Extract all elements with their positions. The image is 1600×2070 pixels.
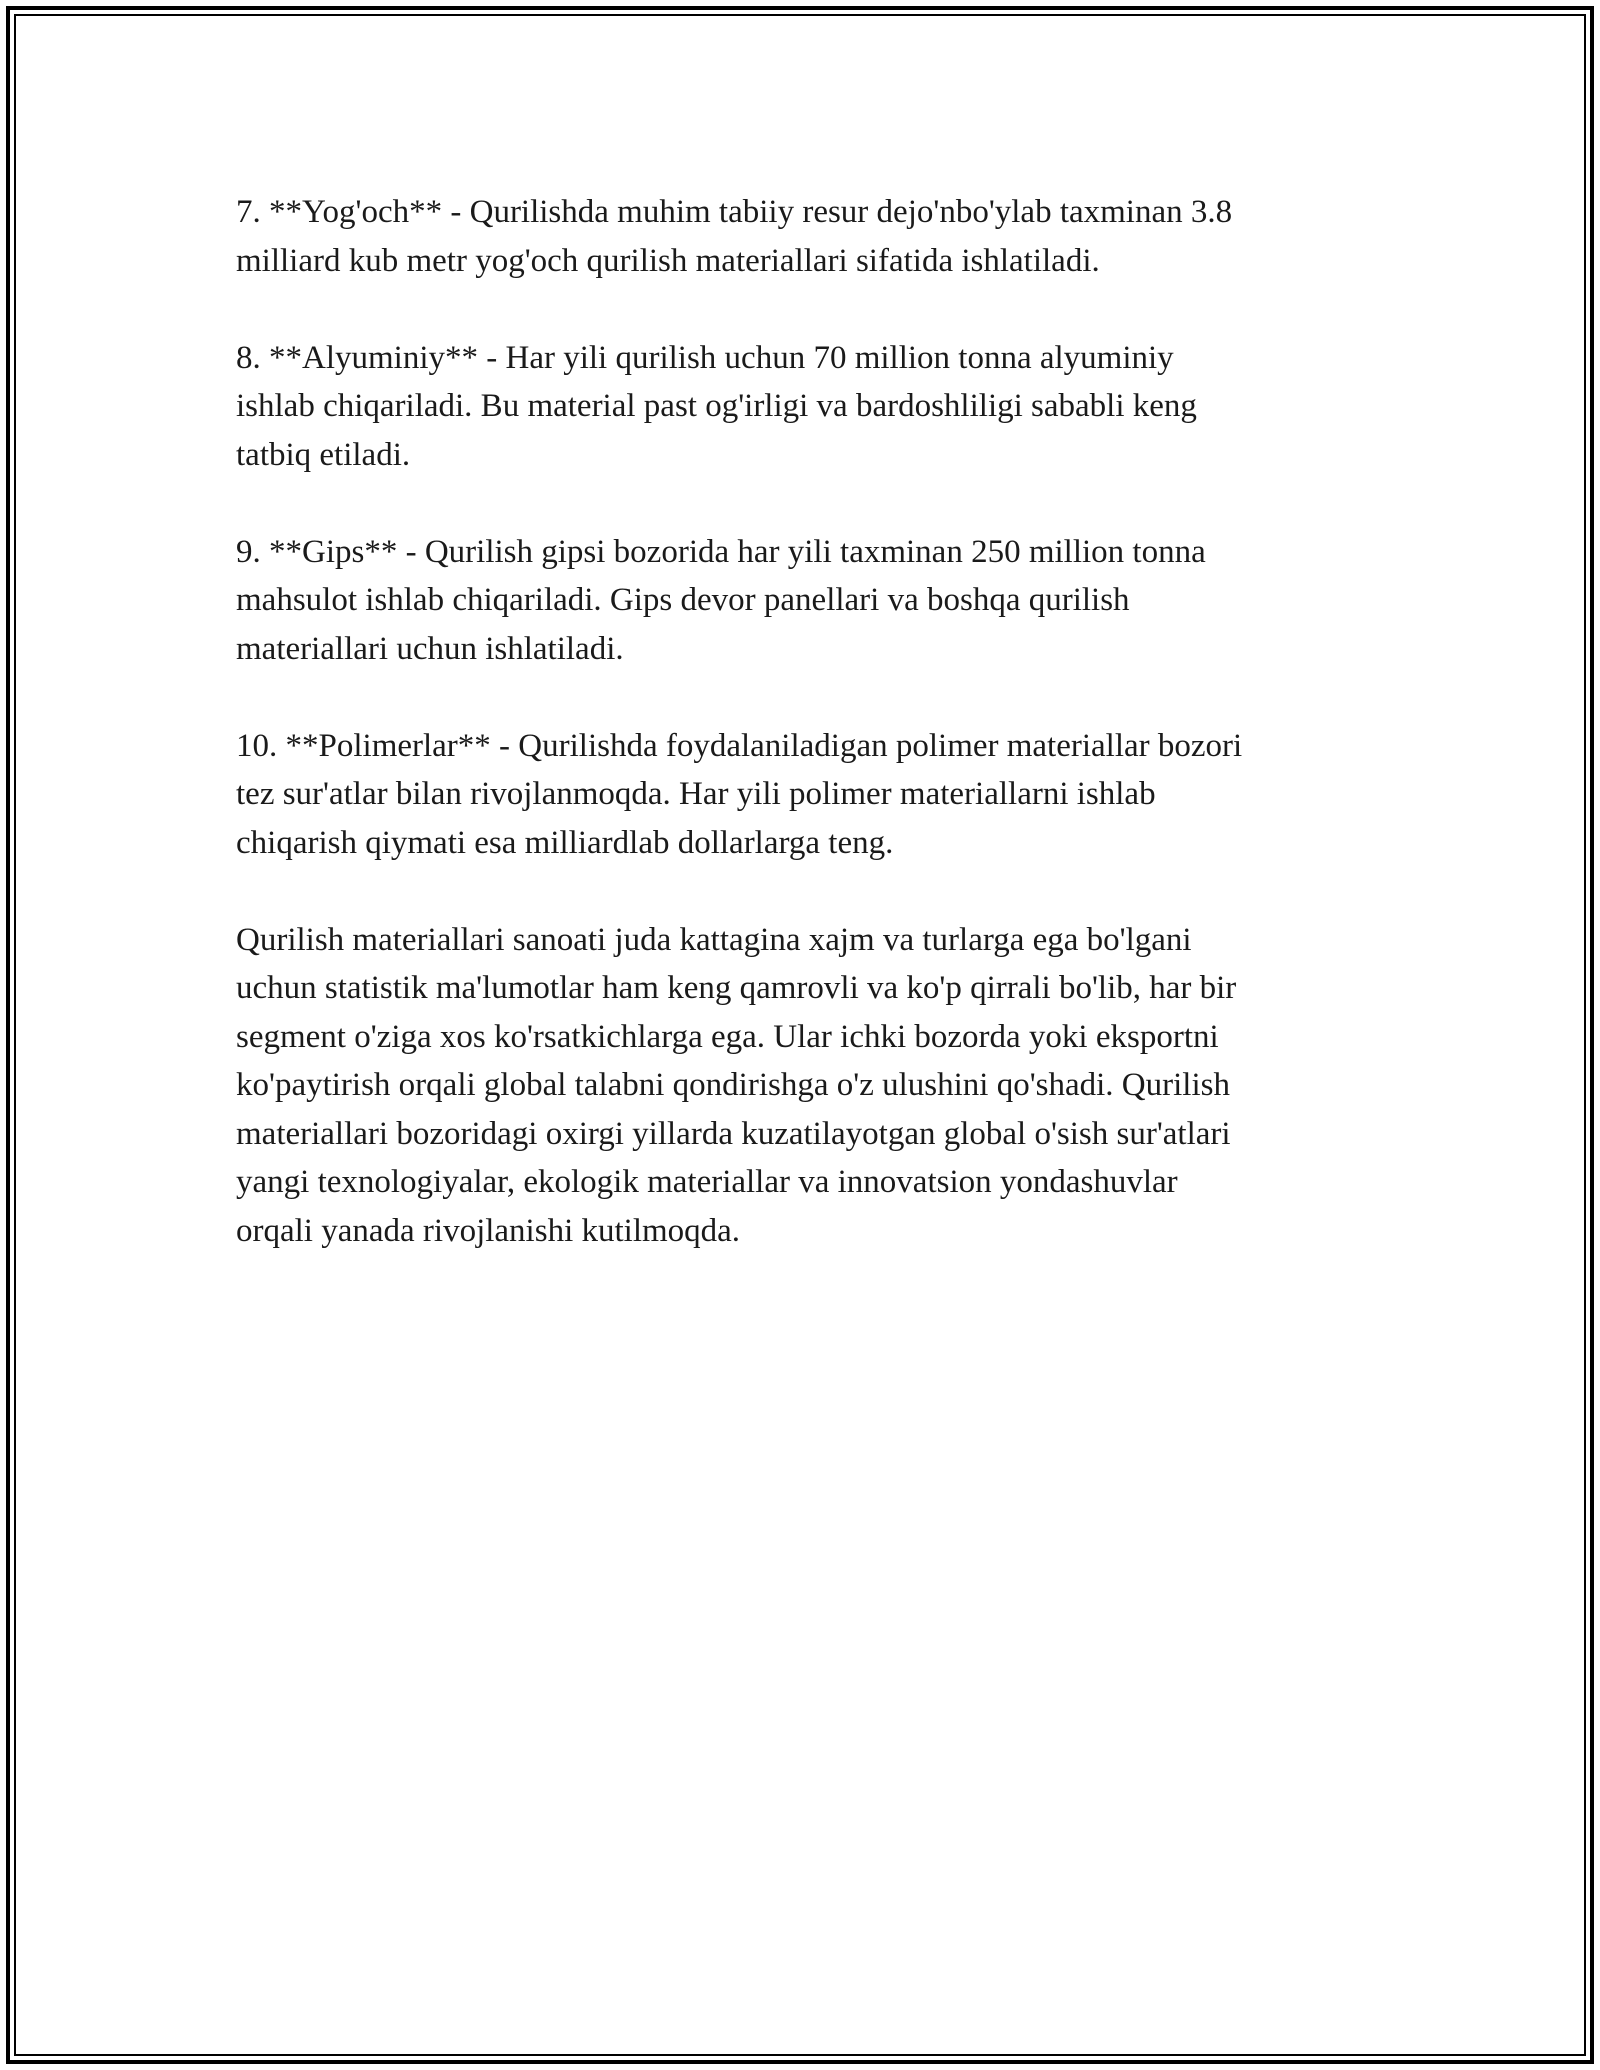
text-line: 7. **Yog'och** - Qurilishda muhim tabiiy resur dejo'nbo'ylab taxminan 3.8 xyxy=(236,194,1233,230)
text-line: yangi texnologiyalar, ekologik materiallar va innovatsion yondashuvlar xyxy=(236,1164,1178,1200)
text-line: uchun statistik ma'lumotlar ham keng qamrovli va ko'p qirrali bo'lib, har bir xyxy=(236,970,1237,1006)
paragraph-polimerlar xyxy=(236,722,1366,868)
text-line: chiqarish qiymati esa milliardlab dollarlarga teng. xyxy=(236,824,894,861)
text-line: ko'paytirish orqali global talabni qondirishga o'z ulushini qo'shadi. Qurilish xyxy=(236,1067,1230,1103)
text-line: orqali yanada rivojlanishi kutilmoqda. xyxy=(236,1212,741,1249)
text-line: Qurilish materiallari sanoati juda kattagina xajm va turlarga ega bo'lgani xyxy=(236,921,1192,958)
paragraph-conclusion xyxy=(236,916,1366,1256)
text-line: 9. **Gips** - Qurilish gipsi bozorida har yili taxminan 250 million tonna xyxy=(236,533,1206,570)
paragraph-alyuminiy xyxy=(236,334,1366,480)
text-line: 8. **Alyuminiy** - Har yili qurilish uchun 70 million tonna alyuminiy xyxy=(236,339,1174,376)
text-line: mahsulot ishlab chiqariladi. Gips devor panellari va boshqa qurilish xyxy=(236,582,1130,618)
document-body xyxy=(236,188,1366,1255)
paragraph-yogoch xyxy=(236,188,1366,285)
paragraph-gips xyxy=(236,528,1366,674)
text-line: materiallari bozoridagi oxirgi yillarda kuzatilayotgan global o'sish sur'atlari xyxy=(236,1115,1231,1152)
text-line: materiallari uchun ishlatiladi. xyxy=(236,630,624,667)
text-line: 10. **Polimerlar** - Qurilishda foydalaniladigan polimer materiallar bozori xyxy=(236,727,1243,764)
text-line: tez sur'atlar bilan rivojlanmoqda. Har yili polimer materiallarni ishlab xyxy=(236,776,1156,812)
text-line: segment o'ziga xos ko'rsatkichlarga ega. Ular ichki bozorda yoki eksportni xyxy=(236,1018,1219,1055)
text-line: milliard kub metr yog'och qurilish materiallari sifatida ishlatiladi. xyxy=(236,242,1100,279)
text-line: ishlab chiqariladi. Bu material past og'irligi va bardoshliligi sababli keng xyxy=(236,388,1197,424)
text-line: tatbiq etiladi. xyxy=(236,436,411,473)
